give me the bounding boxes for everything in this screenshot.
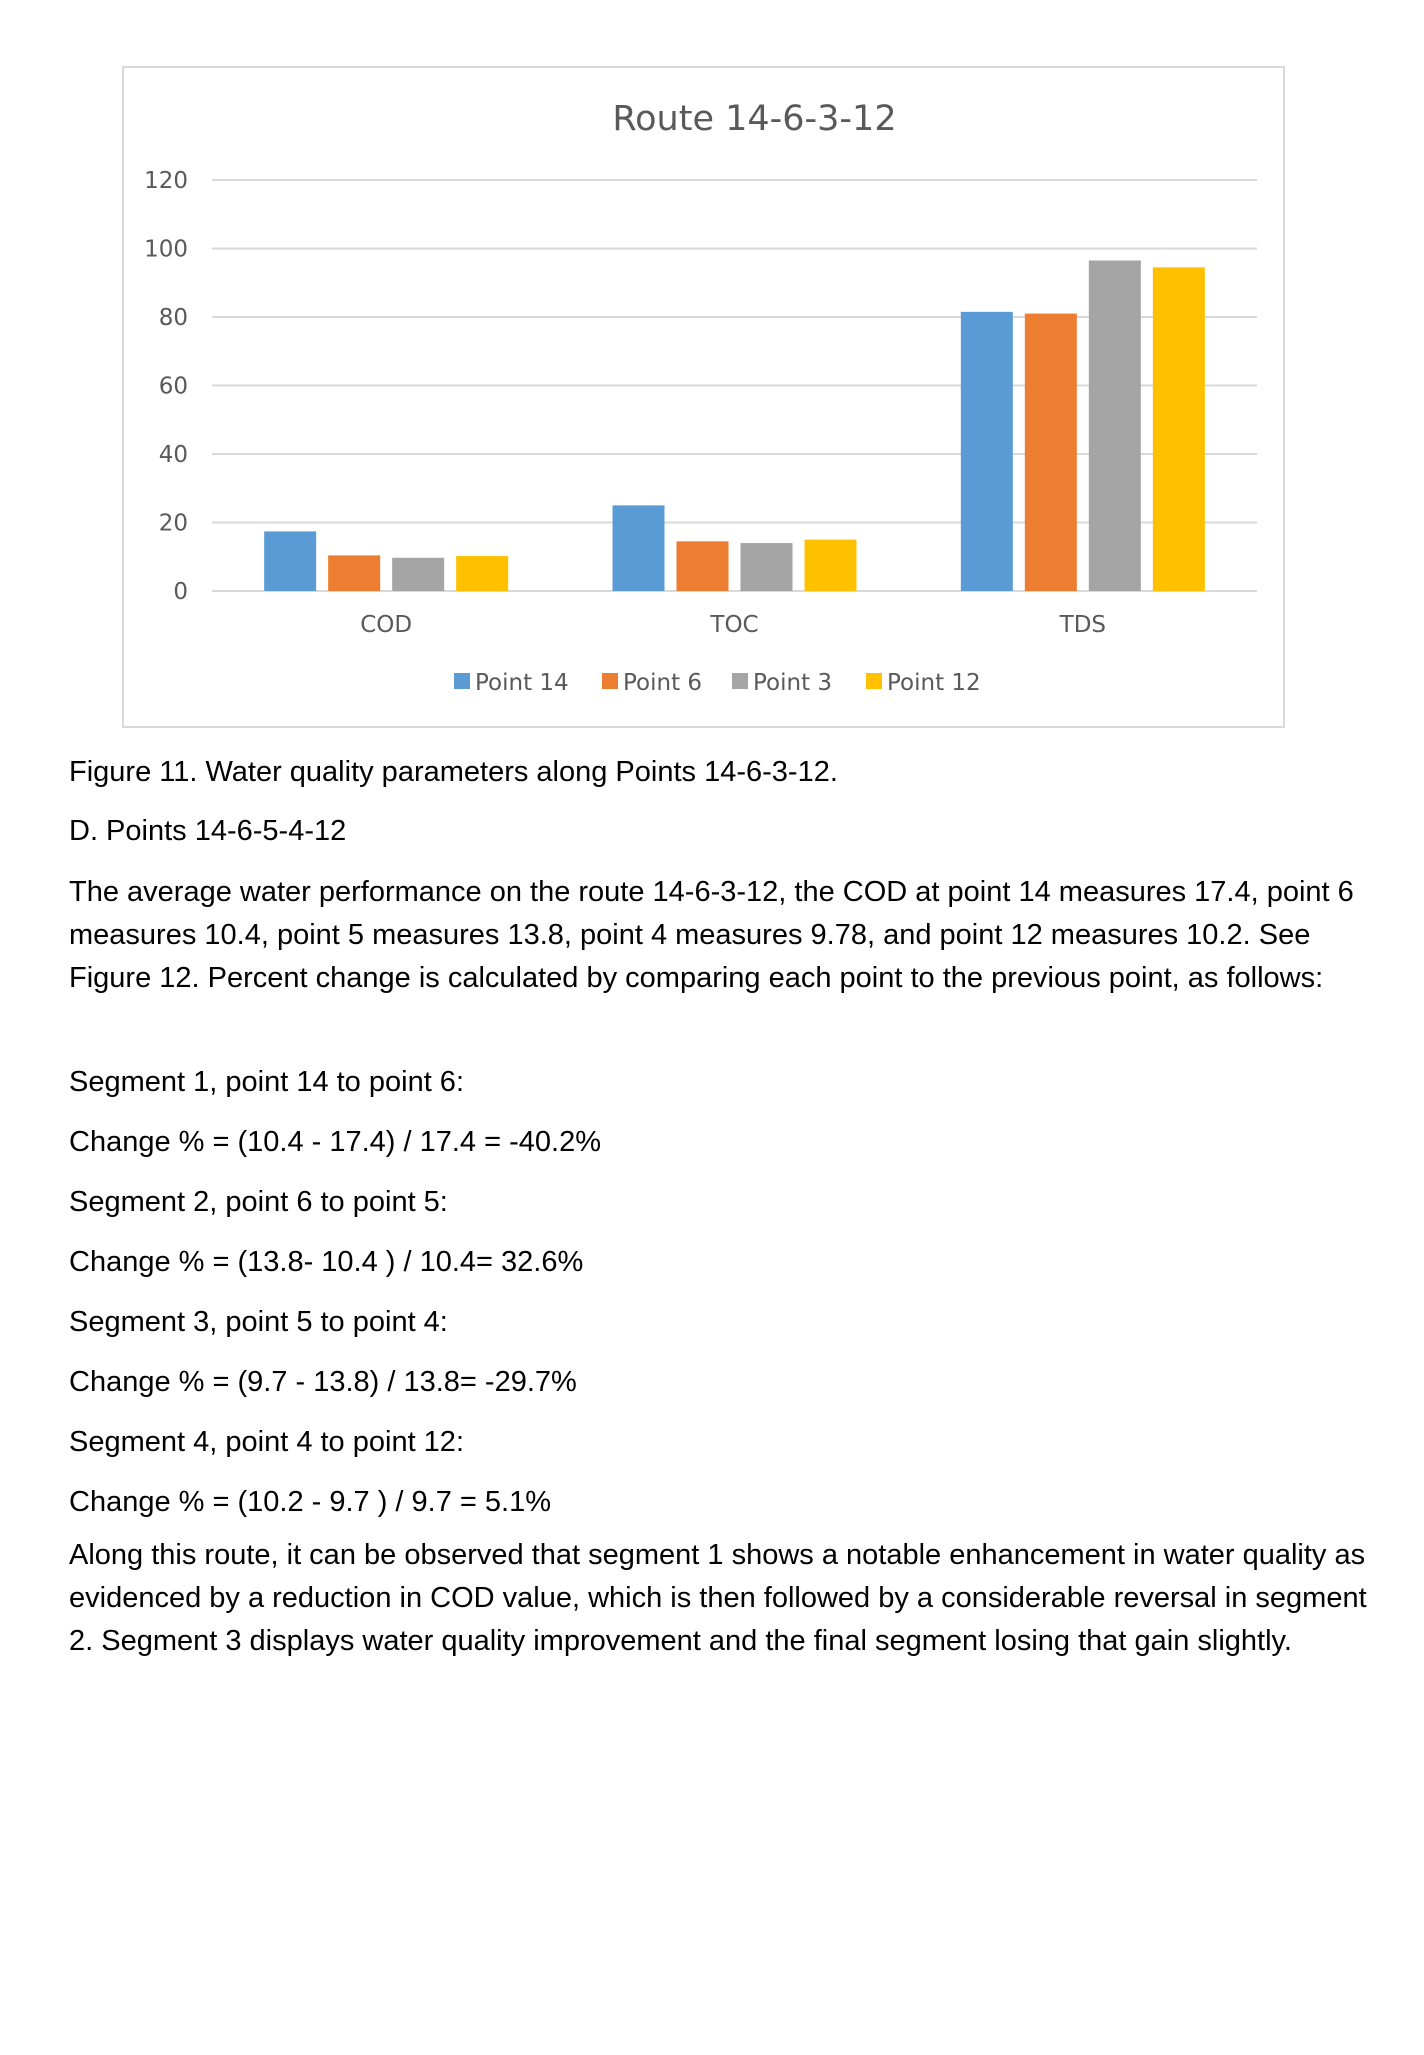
bar [961, 312, 1013, 591]
legend-label: Point 14 [475, 670, 569, 696]
bar [677, 541, 729, 591]
segment-2-label: Segment 2, point 6 to point 5: [69, 1186, 448, 1218]
section-heading: D. Points 14-6-5-4-12 [69, 815, 347, 847]
category-label: TOC [710, 612, 759, 638]
bar-chart [124, 68, 1287, 730]
legend-swatch [732, 673, 748, 689]
segment-4-label: Segment 4, point 4 to point 12: [69, 1426, 464, 1458]
chart-container [122, 66, 1285, 728]
y-tick-label: 60 [158, 373, 188, 400]
bar [264, 531, 316, 591]
y-tick-label: 120 [144, 168, 188, 194]
bar [328, 555, 380, 591]
figure-caption: Figure 11. Water quality parameters along Points 14-6-3-12. [69, 756, 838, 788]
segment-2-formula: Change % = (13.8- 10.4 ) / 10.4= 32.6% [69, 1246, 584, 1278]
segment-1-formula: Change % = (10.4 - 17.4) / 17.4 = -40.2% [69, 1126, 601, 1158]
bar [741, 543, 793, 591]
segment-3-formula: Change % = (9.7 - 13.8) / 13.8= -29.7% [69, 1366, 577, 1398]
y-tick-label: 80 [158, 305, 188, 331]
paragraph-conclusion: Along this route, it can be observed that segment 1 shows a notable enhancement in water quality as evidenced by a reduction in COD value, which is then followed by a considerable reversal in segment 2. Segment 3 displays water quality improvement and the final segment losing that gain slightly. [69, 1539, 1367, 1657]
legend-label: Point 12 [887, 670, 981, 696]
bar [1025, 314, 1077, 591]
legend-swatch [866, 673, 882, 689]
bar [392, 558, 444, 591]
y-tick-label: 0 [173, 579, 188, 605]
paragraph-intro: The average water performance on the route 14-6-3-12, the COD at point 14 measures 17.4, point 6 measures 10.4, point 5 measures 13.8, point 4 measures 9.78, and point 12 measures 10.2. See Figure 12. Percent change is calculated by comparing each point to the previous point, as follows: [69, 876, 1354, 994]
legend-label: Point 6 [623, 670, 703, 696]
chart-title: Route 14-6-3-12 [612, 99, 897, 139]
legend-label: Point 3 [753, 670, 833, 696]
bar [456, 556, 508, 591]
legend-swatch [454, 673, 470, 689]
legend-swatch [602, 673, 618, 689]
segment-3-label: Segment 3, point 5 to point 4: [69, 1306, 448, 1338]
y-tick-label: 100 [144, 236, 188, 263]
segment-1-label: Segment 1, point 14 to point 6: [69, 1066, 464, 1098]
bar [805, 540, 857, 591]
segment-4-formula: Change % = (10.2 - 9.7 ) / 9.7 = 5.1% [69, 1486, 552, 1518]
category-label: COD [360, 612, 413, 638]
y-tick-label: 20 [158, 510, 188, 537]
bar [1089, 260, 1141, 591]
bar [613, 505, 665, 591]
category-label: TDS [1059, 612, 1107, 638]
bar [1153, 267, 1205, 591]
y-tick-label: 40 [158, 442, 188, 468]
